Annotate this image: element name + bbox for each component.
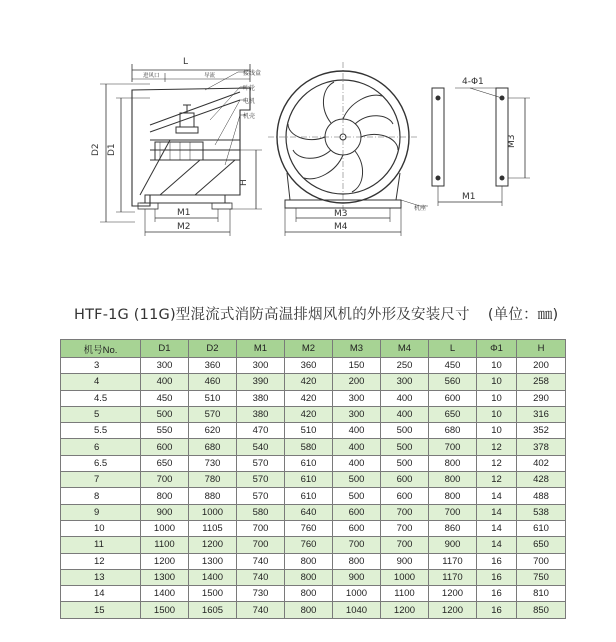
- table-cell: 800: [141, 488, 189, 504]
- table-cell: 650: [141, 455, 189, 471]
- table-cell: 740: [237, 569, 285, 585]
- table-cell: 760: [285, 520, 333, 536]
- part-label-impeller: 叶轮: [243, 85, 256, 92]
- mounting-view: [432, 77, 530, 206]
- table-cell: 1200: [189, 537, 237, 553]
- table-cell: 730: [237, 586, 285, 602]
- table-cell: 400: [141, 374, 189, 390]
- front-view: [268, 62, 428, 236]
- table-cell: 680: [429, 423, 477, 439]
- table-row: [61, 537, 566, 553]
- title-unit: (单位：㎜): [487, 307, 559, 323]
- table-cell: 800: [333, 553, 381, 569]
- table-cell: 750: [517, 569, 566, 585]
- table-cell: 900: [141, 504, 189, 520]
- table-row: [61, 439, 566, 455]
- table-cell: 300: [381, 374, 429, 390]
- table-row: [61, 423, 566, 439]
- table-cell: 800: [285, 553, 333, 569]
- table-cell: 12: [477, 439, 517, 455]
- table-cell: 880: [189, 488, 237, 504]
- table-cell: 10: [477, 390, 517, 406]
- dim-label-m3-mount: M3: [507, 134, 517, 148]
- table-cell: 1200: [141, 553, 189, 569]
- table-cell: 380: [237, 390, 285, 406]
- dim-label-m2-side: M2: [177, 222, 191, 232]
- table-cell: 16: [477, 553, 517, 569]
- column-header: M1: [237, 340, 285, 358]
- table-cell: 700: [381, 504, 429, 520]
- table-cell: 560: [429, 374, 477, 390]
- table-cell: 600: [333, 504, 381, 520]
- dim-label-m4-front: M4: [334, 222, 348, 232]
- table-cell: 10: [61, 520, 141, 536]
- table-cell: 500: [381, 455, 429, 471]
- column-header: M2: [285, 340, 333, 358]
- table-cell: 700: [429, 439, 477, 455]
- column-header: D1: [141, 340, 189, 358]
- table-cell: 510: [189, 390, 237, 406]
- table-cell: 700: [141, 472, 189, 488]
- table-cell: 1000: [381, 569, 429, 585]
- column-header: M4: [381, 340, 429, 358]
- table-cell: 1500: [141, 602, 189, 618]
- table-cell: 10: [477, 406, 517, 422]
- table-cell: 800: [429, 488, 477, 504]
- table-cell: 1105: [189, 520, 237, 536]
- table-body: [61, 358, 566, 619]
- dim-label-d1: D1: [107, 143, 117, 156]
- table-cell: 400: [333, 439, 381, 455]
- table-row: [61, 602, 566, 618]
- table-cell: 800: [429, 455, 477, 471]
- table-cell: 810: [517, 586, 566, 602]
- table-cell: 9: [61, 504, 141, 520]
- label-guide: 导流: [204, 73, 216, 79]
- table-cell: 400: [381, 406, 429, 422]
- dim-label-m1-side: M1: [177, 208, 191, 218]
- table-row: [61, 374, 566, 390]
- table-cell: 540: [237, 439, 285, 455]
- table-cell: 488: [517, 488, 566, 504]
- table-cell: 1200: [381, 602, 429, 618]
- table-cell: 680: [189, 439, 237, 455]
- table-row: [61, 569, 566, 585]
- table-cell: 500: [141, 406, 189, 422]
- table-row: [61, 504, 566, 520]
- table-cell: 1100: [141, 537, 189, 553]
- table-cell: 200: [517, 358, 566, 374]
- table-cell: 1000: [141, 520, 189, 536]
- table-cell: 6.5: [61, 455, 141, 471]
- column-header: M3: [333, 340, 381, 358]
- table-cell: 800: [429, 472, 477, 488]
- table-cell: 580: [285, 439, 333, 455]
- table-cell: 860: [429, 520, 477, 536]
- table-cell: 6: [61, 439, 141, 455]
- table-cell: 900: [429, 537, 477, 553]
- table-cell: 10: [477, 423, 517, 439]
- table-cell: 11: [61, 537, 141, 553]
- table-cell: 580: [237, 504, 285, 520]
- table-cell: 570: [189, 406, 237, 422]
- label-base: 机座: [414, 205, 427, 212]
- table-cell: 610: [285, 472, 333, 488]
- header-row: [61, 340, 566, 358]
- table-cell: 300: [237, 358, 285, 374]
- table-cell: 12: [61, 553, 141, 569]
- table-cell: 900: [333, 569, 381, 585]
- table-cell: 850: [517, 602, 566, 618]
- table-cell: 16: [477, 569, 517, 585]
- table-cell: 402: [517, 455, 566, 471]
- table-cell: 300: [333, 390, 381, 406]
- table-cell: 352: [517, 423, 566, 439]
- table-cell: 14: [61, 586, 141, 602]
- label-inlet: 进风口: [143, 73, 160, 79]
- table-cell: 14: [477, 488, 517, 504]
- table-cell: 4.5: [61, 390, 141, 406]
- table-cell: 600: [429, 390, 477, 406]
- table-cell: 1400: [189, 569, 237, 585]
- table-cell: 800: [285, 569, 333, 585]
- table-cell: 1200: [429, 586, 477, 602]
- table-cell: 400: [333, 455, 381, 471]
- table-cell: 1500: [189, 586, 237, 602]
- table-cell: 550: [141, 423, 189, 439]
- table-cell: 420: [285, 374, 333, 390]
- table-cell: 300: [333, 406, 381, 422]
- table-row: [61, 390, 566, 406]
- table-cell: 450: [429, 358, 477, 374]
- table-cell: 600: [381, 488, 429, 504]
- table-cell: 15: [61, 602, 141, 618]
- column-header: 机号No.: [61, 340, 141, 358]
- table-cell: 500: [381, 423, 429, 439]
- table-cell: 14: [477, 537, 517, 553]
- table-cell: 570: [237, 455, 285, 471]
- table-cell: 1400: [141, 586, 189, 602]
- table-cell: 700: [381, 537, 429, 553]
- table-cell: 1040: [333, 602, 381, 618]
- table-cell: 400: [333, 423, 381, 439]
- table-cell: 700: [517, 553, 566, 569]
- table-cell: 14: [477, 520, 517, 536]
- table-cell: 600: [381, 472, 429, 488]
- table-cell: 12: [477, 472, 517, 488]
- table-row: [61, 586, 566, 602]
- table-header: [61, 340, 566, 358]
- hole-label: 4-Φ1: [462, 77, 484, 87]
- table-cell: 1170: [429, 569, 477, 585]
- table-cell: 1100: [381, 586, 429, 602]
- table-cell: 800: [285, 586, 333, 602]
- column-header: L: [429, 340, 477, 358]
- side-view: [91, 57, 262, 236]
- table-cell: 390: [237, 374, 285, 390]
- dim-label-m3-front: M3: [334, 209, 348, 219]
- column-header: H: [517, 340, 566, 358]
- table-cell: 640: [285, 504, 333, 520]
- table-cell: 500: [333, 488, 381, 504]
- table-cell: 610: [285, 455, 333, 471]
- table-cell: 1000: [333, 586, 381, 602]
- table-cell: 10: [477, 358, 517, 374]
- table-cell: 1300: [189, 553, 237, 569]
- table-cell: 10: [477, 374, 517, 390]
- part-label-housing: 机壳: [243, 113, 256, 120]
- title-main: HTF-1G (11G)型混流式消防高温排烟风机的外形及安装尺寸: [74, 307, 470, 323]
- table-cell: 700: [429, 504, 477, 520]
- dim-label-d2: D2: [91, 143, 101, 156]
- table-cell: 570: [237, 472, 285, 488]
- table-cell: 500: [333, 472, 381, 488]
- table-cell: 3: [61, 358, 141, 374]
- table-cell: 380: [237, 406, 285, 422]
- table-cell: 5: [61, 406, 141, 422]
- table-cell: 500: [381, 439, 429, 455]
- table-cell: 420: [285, 390, 333, 406]
- table-cell: 538: [517, 504, 566, 520]
- table-cell: 610: [285, 488, 333, 504]
- table-cell: 200: [333, 374, 381, 390]
- table-cell: 428: [517, 472, 566, 488]
- table-cell: 450: [141, 390, 189, 406]
- table-cell: 360: [285, 358, 333, 374]
- table-row: [61, 406, 566, 422]
- table-cell: 900: [381, 553, 429, 569]
- fan-outline-drawing: [0, 0, 616, 270]
- dim-label-m1-mount: M1: [462, 192, 476, 202]
- part-label-motor: 电机: [243, 98, 256, 105]
- table-cell: 150: [333, 358, 381, 374]
- table-cell: 1170: [429, 553, 477, 569]
- table-cell: 610: [517, 520, 566, 536]
- table-cell: 700: [237, 537, 285, 553]
- table-cell: 400: [381, 390, 429, 406]
- table-cell: 740: [237, 553, 285, 569]
- table-cell: 760: [285, 537, 333, 553]
- table-row: [61, 455, 566, 471]
- table-cell: 7: [61, 472, 141, 488]
- dim-label-h: H: [239, 179, 249, 186]
- table-cell: 16: [477, 602, 517, 618]
- table-cell: 16: [477, 586, 517, 602]
- table-cell: 620: [189, 423, 237, 439]
- table-cell: 250: [381, 358, 429, 374]
- table-cell: 13: [61, 569, 141, 585]
- dimensions-table: [60, 339, 566, 619]
- table-row: [61, 520, 566, 536]
- table-cell: 360: [189, 358, 237, 374]
- table-cell: 600: [141, 439, 189, 455]
- table-cell: 1605: [189, 602, 237, 618]
- page-title: [74, 303, 558, 324]
- table-row: [61, 553, 566, 569]
- table-cell: 420: [285, 406, 333, 422]
- table-row: [61, 488, 566, 504]
- column-header: D2: [189, 340, 237, 358]
- table-row: [61, 472, 566, 488]
- table-cell: 700: [381, 520, 429, 536]
- part-label-junction-box: 接线盒: [243, 70, 262, 77]
- table-cell: 5.5: [61, 423, 141, 439]
- table-cell: 740: [237, 602, 285, 618]
- dim-label-l: L: [183, 57, 189, 67]
- table-cell: 1300: [141, 569, 189, 585]
- table-cell: 12: [477, 455, 517, 471]
- table-cell: 378: [517, 439, 566, 455]
- table-cell: 300: [141, 358, 189, 374]
- table-cell: 8: [61, 488, 141, 504]
- table-cell: 700: [237, 520, 285, 536]
- table-cell: 700: [333, 537, 381, 553]
- table-cell: 510: [285, 423, 333, 439]
- table-cell: 650: [517, 537, 566, 553]
- table-cell: 570: [237, 488, 285, 504]
- table-cell: 316: [517, 406, 566, 422]
- table-cell: 600: [333, 520, 381, 536]
- table-cell: 800: [285, 602, 333, 618]
- table-cell: 730: [189, 455, 237, 471]
- table-cell: 14: [477, 504, 517, 520]
- table-cell: 780: [189, 472, 237, 488]
- table-row: [61, 358, 566, 374]
- table-cell: 290: [517, 390, 566, 406]
- table-cell: 258: [517, 374, 566, 390]
- table-cell: 4: [61, 374, 141, 390]
- table-cell: 650: [429, 406, 477, 422]
- table-cell: 470: [237, 423, 285, 439]
- table-cell: 1200: [429, 602, 477, 618]
- table-cell: 1000: [189, 504, 237, 520]
- table-cell: 460: [189, 374, 237, 390]
- column-header: Φ1: [477, 340, 517, 358]
